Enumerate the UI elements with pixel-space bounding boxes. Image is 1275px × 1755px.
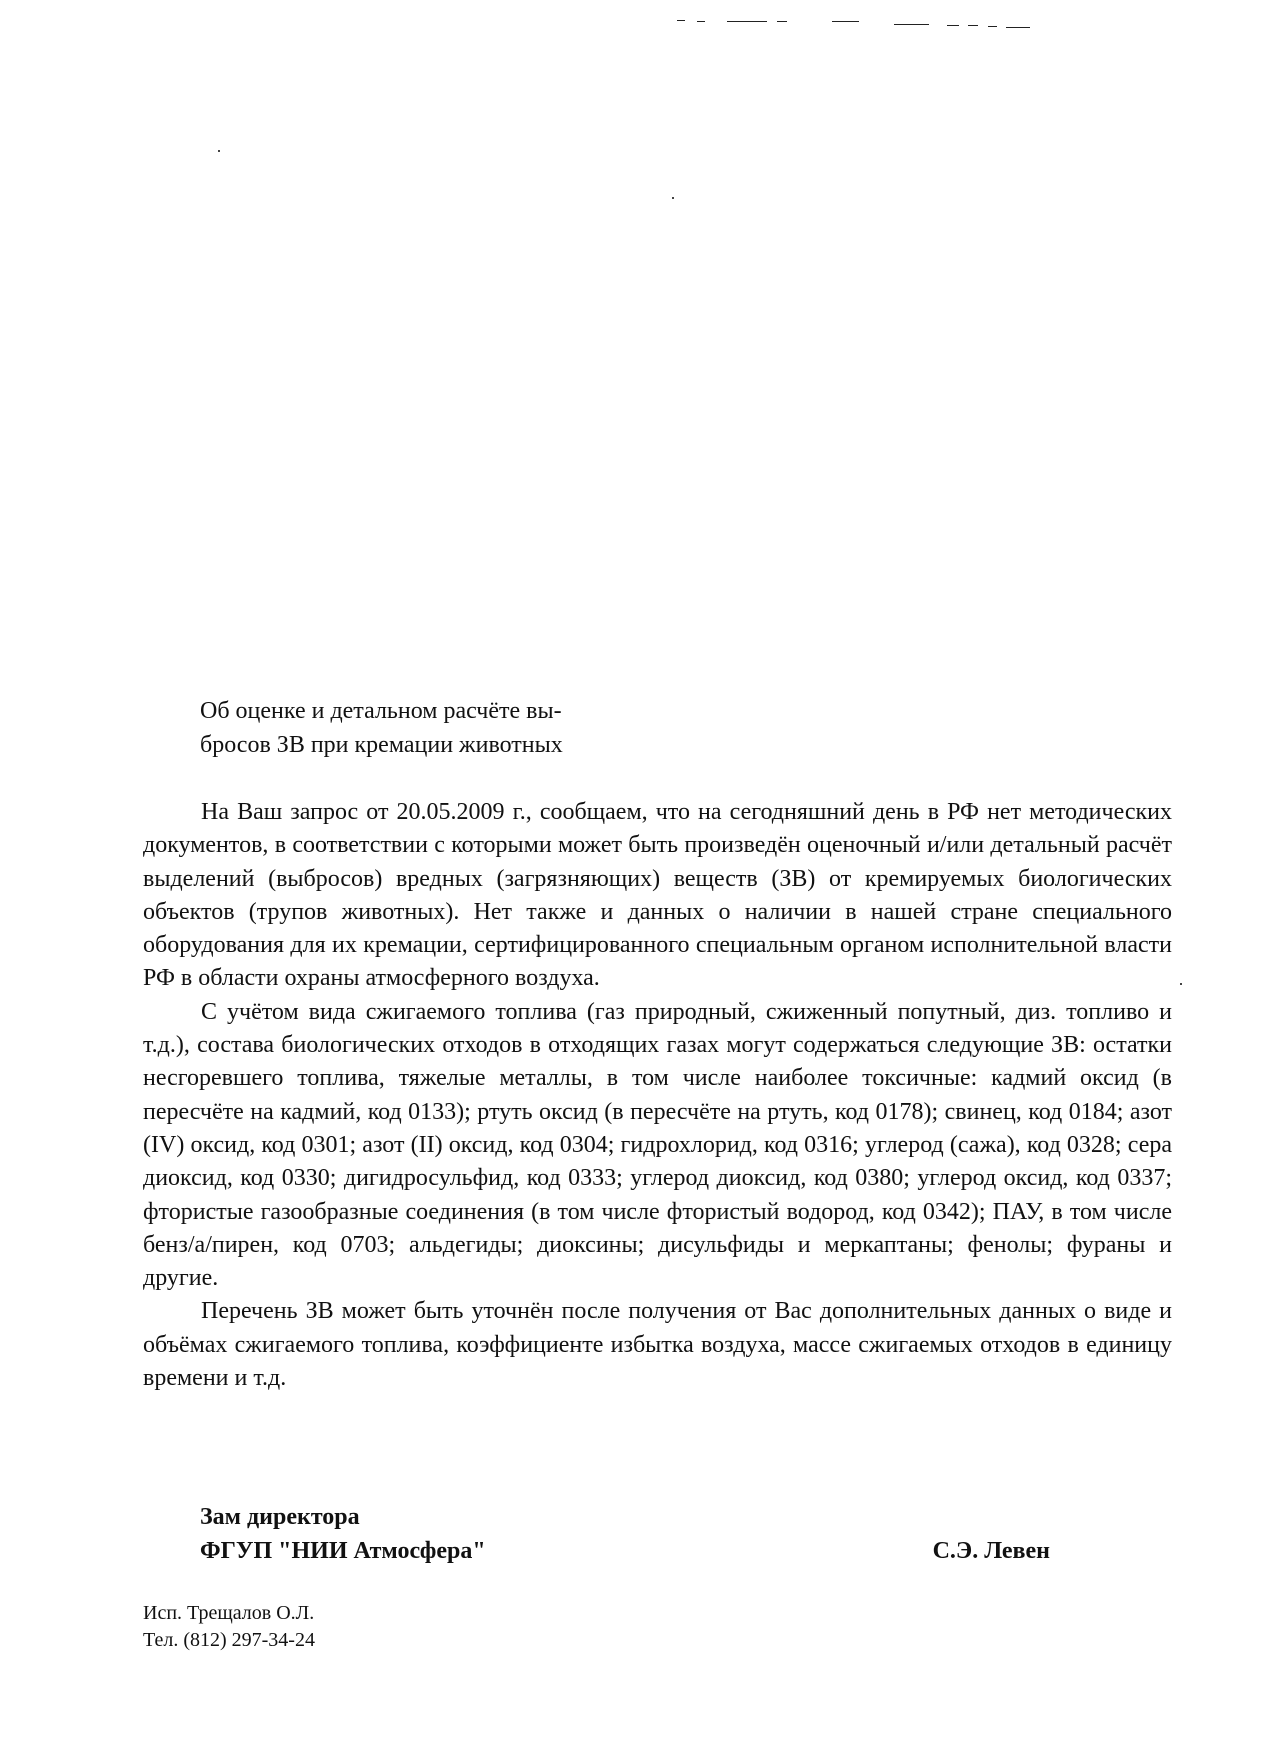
signer-name: С.Э. Левен xyxy=(932,1538,1050,1564)
scan-mark xyxy=(988,26,997,27)
paragraph-clarification: Перечень ЗВ может быть уточнён после получения от Вас дополнительных данных о виде и объёмах сжигаемого топлива, коэффициенте избытка воздуха, массе сжигаемых отходов в единицу времени и т.д. xyxy=(143,1298,1172,1392)
executor-phone: Тел. (812) 297-34-24 xyxy=(143,1629,315,1651)
scan-mark xyxy=(968,25,978,26)
scan-mark xyxy=(1006,27,1030,28)
scan-speck xyxy=(1180,983,1182,985)
scan-mark xyxy=(697,21,705,22)
scan-mark xyxy=(677,20,685,21)
executor-footer xyxy=(143,1600,315,1654)
scan-mark xyxy=(894,24,929,25)
subject-line: бросов ЗВ при кремации животных xyxy=(200,732,563,758)
scan-speck xyxy=(672,197,674,199)
subject-line: Об оценке и детальном расчёте вы- xyxy=(200,698,562,724)
letter-body xyxy=(143,796,1172,1395)
executor-name: Исп. Трещалов О.Л. xyxy=(143,1602,315,1624)
scan-mark xyxy=(727,21,767,22)
scan-mark xyxy=(947,25,959,26)
signer-position: Зам директора xyxy=(200,1504,360,1530)
signer-organization: ФГУП "НИИ Атмосфера" xyxy=(200,1538,486,1564)
paragraph-response: На Ваш запрос от 20.05.2009 г., сообщаем, что на сегодняшний день в РФ нет методических документов, в соответствии с которыми может быть произведён оценочный и/или детальный расчёт выделений (выбросов) вредных (загрязняющих) веществ (ЗВ) от кремируемых биологических объектов (трупов животных). Нет также и данных о наличии в нашей стране специального оборудования для их кремации, сертифицированного специальным органом исполнительной власти РФ в области охраны атмосферного воздуха. xyxy=(143,799,1172,992)
signature-block xyxy=(200,1500,1050,1568)
scan-speck xyxy=(218,150,220,152)
paragraph-pollutants: С учётом вида сжигаемого топлива (газ природный, сжиженный попутный, диз. топливо и т.д.), состава биологических отходов в отходящих газах могут содержаться следующие ЗВ: остатки несгоревшего топлива, тяжелые металлы, в том числе наиболее токсичные: кадмий оксид (в пересчёте на кадмий, код 0133); ртуть оксид (в пересчёте на ртуть, код 0178); свинец, код 0184; азот (IV) оксид, код 0301; азот (II) оксид, код 0304; гидрохлорид, код 0316; углерод (сажа), код 0328; сера диоксид, код 0330; дигидросульфид, код 0333; углерод диоксид, код 0380; углерод оксид, код 0337; фтористые газообразные соединения (в том числе фтористый водород, код 0342); ПАУ, в том числе бенз/а/пирен, код 0703; альдегиды; диоксины; дисульфиды и меркаптаны; фенолы; фураны и другие. xyxy=(143,998,1172,1292)
letter-subject xyxy=(200,694,720,762)
scan-mark xyxy=(777,21,787,22)
scan-mark xyxy=(832,21,859,22)
